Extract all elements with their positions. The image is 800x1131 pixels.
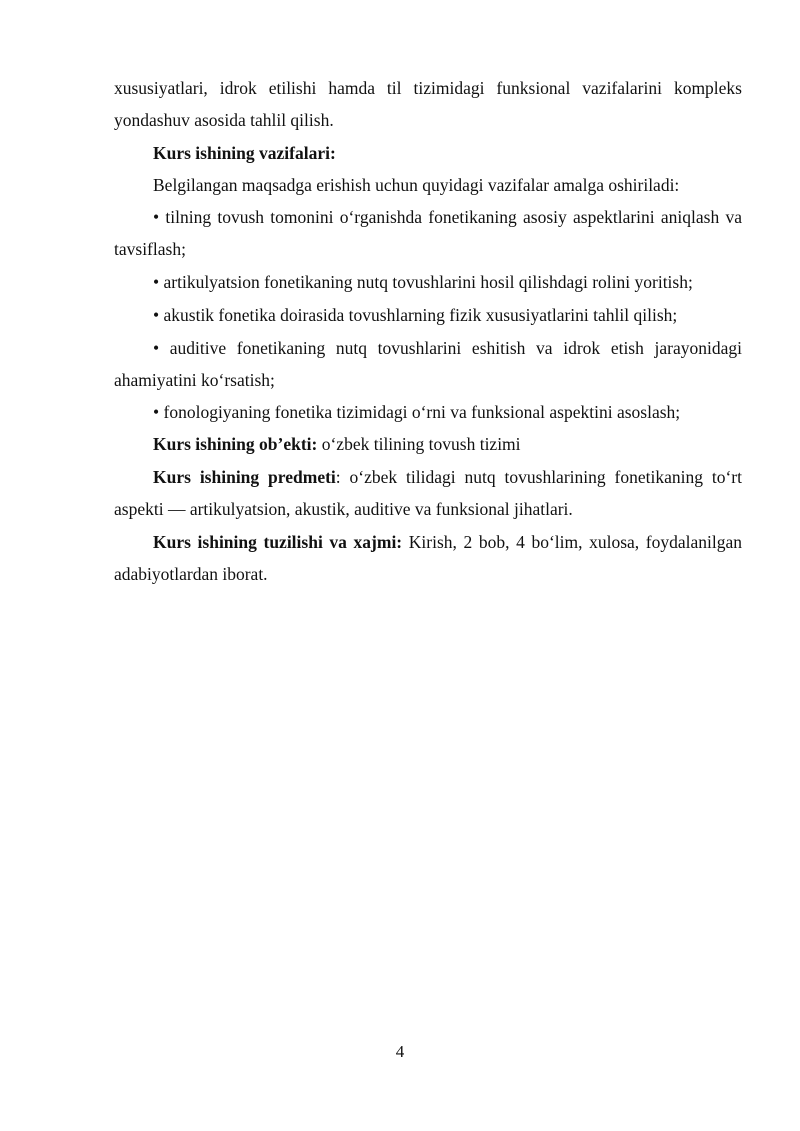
task-item-2: • artikulyatsion fonetikaning nutq tovushlarini hosil qilishdagi rolini yoritish; bbox=[153, 272, 693, 292]
structure-label: Kurs ishining tuzilishi va xajmi: bbox=[153, 532, 403, 552]
object-text: o‘zbek tilining tovush tizimi bbox=[317, 434, 521, 454]
intro-paragraph-continuation: xususiyatlari, idrok etilishi hamda til tizimidagi funksional vazifalarini kompleks yondashuv asosida tahlil qilish. bbox=[114, 78, 742, 130]
tasks-intro: Belgilangan maqsadga erishish uchun quyidagi vazifalar amalga oshiriladi: bbox=[153, 175, 680, 195]
task-item-3: • akustik fonetika doirasida tovushlarning fizik xususiyatlarini tahlil qilish; bbox=[153, 305, 678, 325]
task-item-5: • fonologiyaning fonetika tizimidagi o‘rni va funksional aspektini asoslash; bbox=[153, 402, 681, 422]
task-item-1: • tilning tovush tomonini o‘rganishda fonetikaning asosiy aspektlarini aniqlash va tavsiflash; bbox=[114, 207, 742, 259]
structure-text: Kirish, 2 bob, 4 bo‘lim, xulosa, foydalanilgan adabiyotlardan iborat. bbox=[114, 532, 742, 584]
subject-paragraph bbox=[114, 461, 742, 525]
structure-paragraph bbox=[114, 526, 742, 590]
tasks-heading: Kurs ishining vazifalari: bbox=[153, 143, 336, 163]
subject-text: : o‘zbek tilidagi nutq tovushlarining fonetikaning to‘rt aspekti — artikulyatsion, akustik, auditive va funksional jihatlari. bbox=[114, 467, 742, 519]
object-label: Kurs ishining ob’ekti: bbox=[153, 434, 318, 454]
subject-label: Kurs ishining predmeti bbox=[153, 467, 336, 487]
object-paragraph bbox=[114, 428, 742, 460]
task-item-4: • auditive fonetikaning nutq tovushlarini eshitish va idrok etish jarayonidagi ahamiyatini ko‘rsatish; bbox=[114, 338, 742, 390]
page-number: 4 bbox=[395, 1042, 405, 1061]
